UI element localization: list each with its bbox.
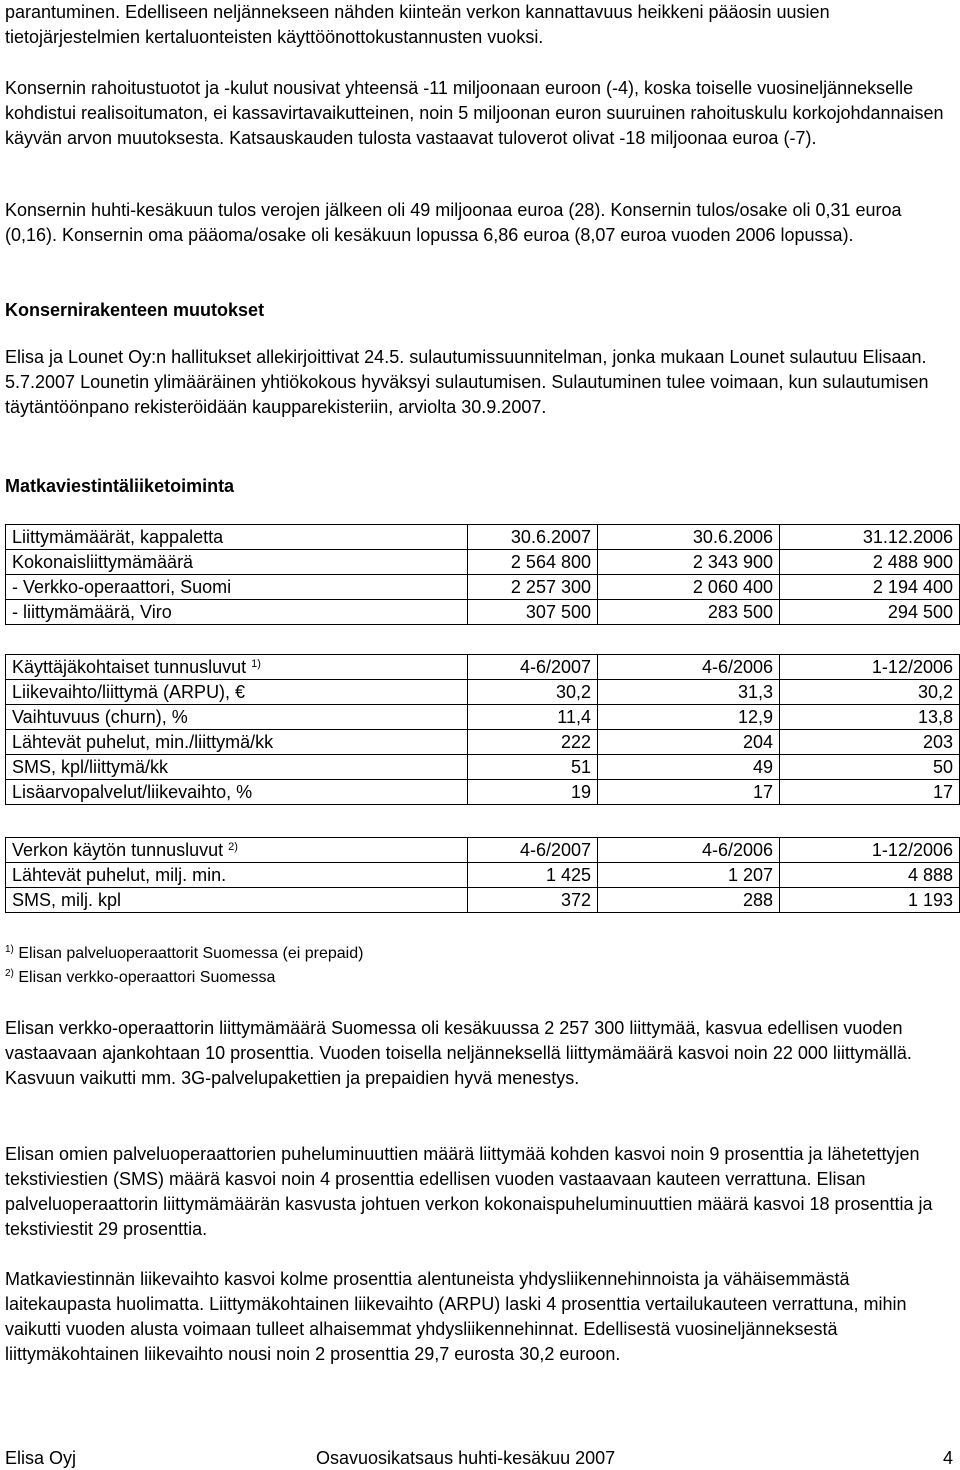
header-label: Käyttäjäkohtaiset tunnusluvut — [12, 657, 247, 677]
table-cell: 30,2 — [780, 680, 960, 705]
table-header-cell: 1-12/2006 — [780, 838, 960, 863]
section-heading-group-structure — [5, 298, 955, 323]
table-header-cell: 4-6/2007 — [468, 838, 598, 863]
table-cell: 30.6.2006 — [598, 525, 780, 550]
network-kpi-table — [5, 837, 960, 913]
table-cell: 2 257 300 — [468, 575, 598, 600]
table-cell: 50 — [780, 755, 960, 780]
intro-paragraph-1 — [5, 0, 955, 50]
body-text-2: Elisan omien palveluoperaattorien puheluminuuttien määrä liittymää kohden kasvoi noin 9 prosenttia ja lähetettyjen tekstiviestien (SMS) määrä kasvoi noin 4 prosenttia edellisen vuoden vastaavaan kauteen verrattuna. Elisan palveluoperaattorin liittymämäärän kasvusta johtuen verkon kokonaispuheluminuuttien määrä kasvoi 18 prosenttia ja tekstiviestit 29 prosenttia. — [5, 1144, 933, 1239]
body-paragraph-2 — [5, 1142, 955, 1242]
table-cell: 294 500 — [780, 600, 960, 625]
table-cell: 283 500 — [598, 600, 780, 625]
table-cell: 31.12.2006 — [780, 525, 960, 550]
table-header-cell — [6, 838, 468, 863]
table-row — [6, 600, 960, 625]
table-cell: 31,3 — [598, 680, 780, 705]
body-text-3: Matkaviestinnän liikevaihto kasvoi kolme prosenttia alentuneista yhdysliikennehinnoista ja vähäisemmästä laitekaupasta huolimatta. Liittymäkohtainen liikevaihto (ARPU) laski 4 prosenttia vertailukauteen verrattuna, mihin vaikutti vuoden alusta voimaan tulleet alhaisemmat yhdysliikennehinnat. Edellisestä vuosineljänneksestä liittymäkohtainen liikevaihto nousi noin 2 prosenttia 29,7 eurosta 30,2 euroon. — [5, 1269, 907, 1364]
intro-text-3: Konsernin huhti-kesäkuun tulos verojen jälkeen oli 49 miljoonaa euroa (28). Konsernin tulos/osake oli 0,31 euroa (0,16). Konsernin oma pääoma/osake oli kesäkuun lopussa 6,86 euroa (8,07 euroa vuoden 2006 lopussa). — [5, 200, 902, 245]
table-row — [6, 525, 960, 550]
table-cell: 13,8 — [780, 705, 960, 730]
table-header-cell: 1-12/2006 — [780, 655, 960, 680]
footnote-marker: 1) — [5, 944, 14, 955]
body-paragraph-3 — [5, 1267, 955, 1367]
table-cell: Liittymämäärät, kappaletta — [6, 525, 468, 550]
table-row — [6, 780, 960, 805]
table-cell: 222 — [468, 730, 598, 755]
body-paragraph-1 — [5, 1016, 955, 1091]
section-text: Elisa ja Lounet Oy:n hallitukset allekirjoittivat 24.5. sulautumissuunnitelman, jonka mukaan Lounet sulautuu Elisaan. 5.7.2007 Lounetin ylimääräinen yhtiökokous hyväksyi sulautumisen. Sulautuminen tulee voimaan, kun sulautumisen täytäntöönpano rekisteröidään kaupparekisteriin, arviolta 30.9.2007. — [5, 347, 929, 417]
footnote-2 — [5, 967, 275, 989]
table-header-cell: 4-6/2006 — [598, 838, 780, 863]
table-cell: - Verkko-operaattori, Suomi — [6, 575, 468, 600]
footnote-marker: 1) — [251, 658, 261, 670]
footnote-text: Elisan verkko-operaattori Suomessa — [18, 969, 276, 986]
table-cell: Vaihtuvuus (churn), % — [6, 705, 468, 730]
table-row — [6, 755, 960, 780]
table-header-row — [6, 838, 960, 863]
table-row — [6, 680, 960, 705]
table-cell: SMS, kpl/liittymä/kk — [6, 755, 468, 780]
section-heading: Konsernirakenteen muutokset — [5, 300, 265, 320]
body-text-1: Elisan verkko-operaattorin liittymämäärä Suomessa oli kesäkuussa 2 257 300 liittymää, kasvua edellisen vuoden vastaavaan ajankohtaan 10 prosenttia. Vuoden toisella neljänneksellä liittymämäärä kasvoi noin 22 000 liittymällä. Kasvuun vaikutti mm. 3G-palvelupakettien ja prepaidien hyvä menestys. — [5, 1018, 912, 1088]
intro-text-1: parantuminen. Edelliseen neljännekseen nähden kiinteän verkon kannattavuus heikkeni pääosin uusien tietojärjestelmien kertaluonteisten käyttöönottokustannusten vuoksi. — [5, 2, 830, 47]
table-cell: 4 888 — [780, 863, 960, 888]
intro-paragraph-2 — [5, 76, 955, 151]
section-paragraph-group-structure — [5, 345, 955, 420]
footnote-marker: 2) — [5, 968, 14, 979]
intro-paragraph-3 — [5, 198, 955, 248]
table-row — [6, 730, 960, 755]
table-cell: 288 — [598, 888, 780, 913]
table-cell: 2 194 400 — [780, 575, 960, 600]
page-footer — [5, 1447, 955, 1469]
table-cell: 17 — [598, 780, 780, 805]
table-cell: 30,2 — [468, 680, 598, 705]
table-cell: 12,9 — [598, 705, 780, 730]
table-row — [6, 550, 960, 575]
table-cell: 1 193 — [780, 888, 960, 913]
page-number: 4 — [942, 1448, 953, 1468]
table-header-cell — [6, 655, 468, 680]
table-cell: 30.6.2007 — [468, 525, 598, 550]
table-cell: 19 — [468, 780, 598, 805]
table-cell: 51 — [468, 755, 598, 780]
table-cell: 2 343 900 — [598, 550, 780, 575]
footnote-1 — [5, 943, 363, 965]
section-heading: Matkaviestintäliiketoiminta — [5, 476, 235, 496]
table-cell: 2 564 800 — [468, 550, 598, 575]
intro-text-2: Konsernin rahoitustuotot ja -kulut nousivat yhteensä -11 miljoonaan euroon (-4), koska toiselle vuosineljännekselle kohdistui realisoitumaton, ei kassavirtavaikutteinen, noin 5 miljoonan euron suuruinen rahoituskulu korkojohdannaisen käyvän arvon muutoksesta. Katsauskauden tulosta vastaavat tuloverot olivat -18 miljoonaa euroa (-7). — [5, 78, 944, 148]
user-kpi-table — [5, 654, 960, 805]
table-cell: SMS, milj. kpl — [6, 888, 468, 913]
header-label: Verkon käytön tunnusluvut — [12, 840, 224, 860]
table-cell: 2 488 900 — [780, 550, 960, 575]
table-cell: Lisäarvopalvelut/liikevaihto, % — [6, 780, 468, 805]
table-header-cell: 4-6/2006 — [598, 655, 780, 680]
section-heading-mobile — [5, 474, 955, 499]
table-cell: 307 500 — [468, 600, 598, 625]
table-cell: 17 — [780, 780, 960, 805]
table-header-row — [6, 655, 960, 680]
table-cell: Lähtevät puhelut, milj. min. — [6, 863, 468, 888]
table-cell: Liikevaihto/liittymä (ARPU), € — [6, 680, 468, 705]
footnote-text: Elisan palveluoperaattorit Suomessa (ei prepaid) — [18, 945, 364, 962]
table-cell: 372 — [468, 888, 598, 913]
table-cell: 204 — [598, 730, 780, 755]
table-row — [6, 705, 960, 730]
table-cell: 49 — [598, 755, 780, 780]
footer-title: Osavuosikatsaus huhti-kesäkuu 2007 — [316, 1448, 616, 1468]
table-cell: Kokonaisliittymämäärä — [6, 550, 468, 575]
subscriptions-table — [5, 524, 960, 625]
table-cell: 2 060 400 — [598, 575, 780, 600]
table-cell: Lähtevät puhelut, min./liittymä/kk — [6, 730, 468, 755]
table-row — [6, 575, 960, 600]
table-row — [6, 888, 960, 913]
table-cell: 203 — [780, 730, 960, 755]
table-cell: - liittymämäärä, Viro — [6, 600, 468, 625]
table-cell: 1 425 — [468, 863, 598, 888]
footer-company: Elisa Oyj — [5, 1448, 77, 1468]
table-cell: 1 207 — [598, 863, 780, 888]
table-header-cell: 4-6/2007 — [468, 655, 598, 680]
table-row — [6, 863, 960, 888]
table-cell: 11,4 — [468, 705, 598, 730]
footnote-marker: 2) — [228, 841, 238, 853]
